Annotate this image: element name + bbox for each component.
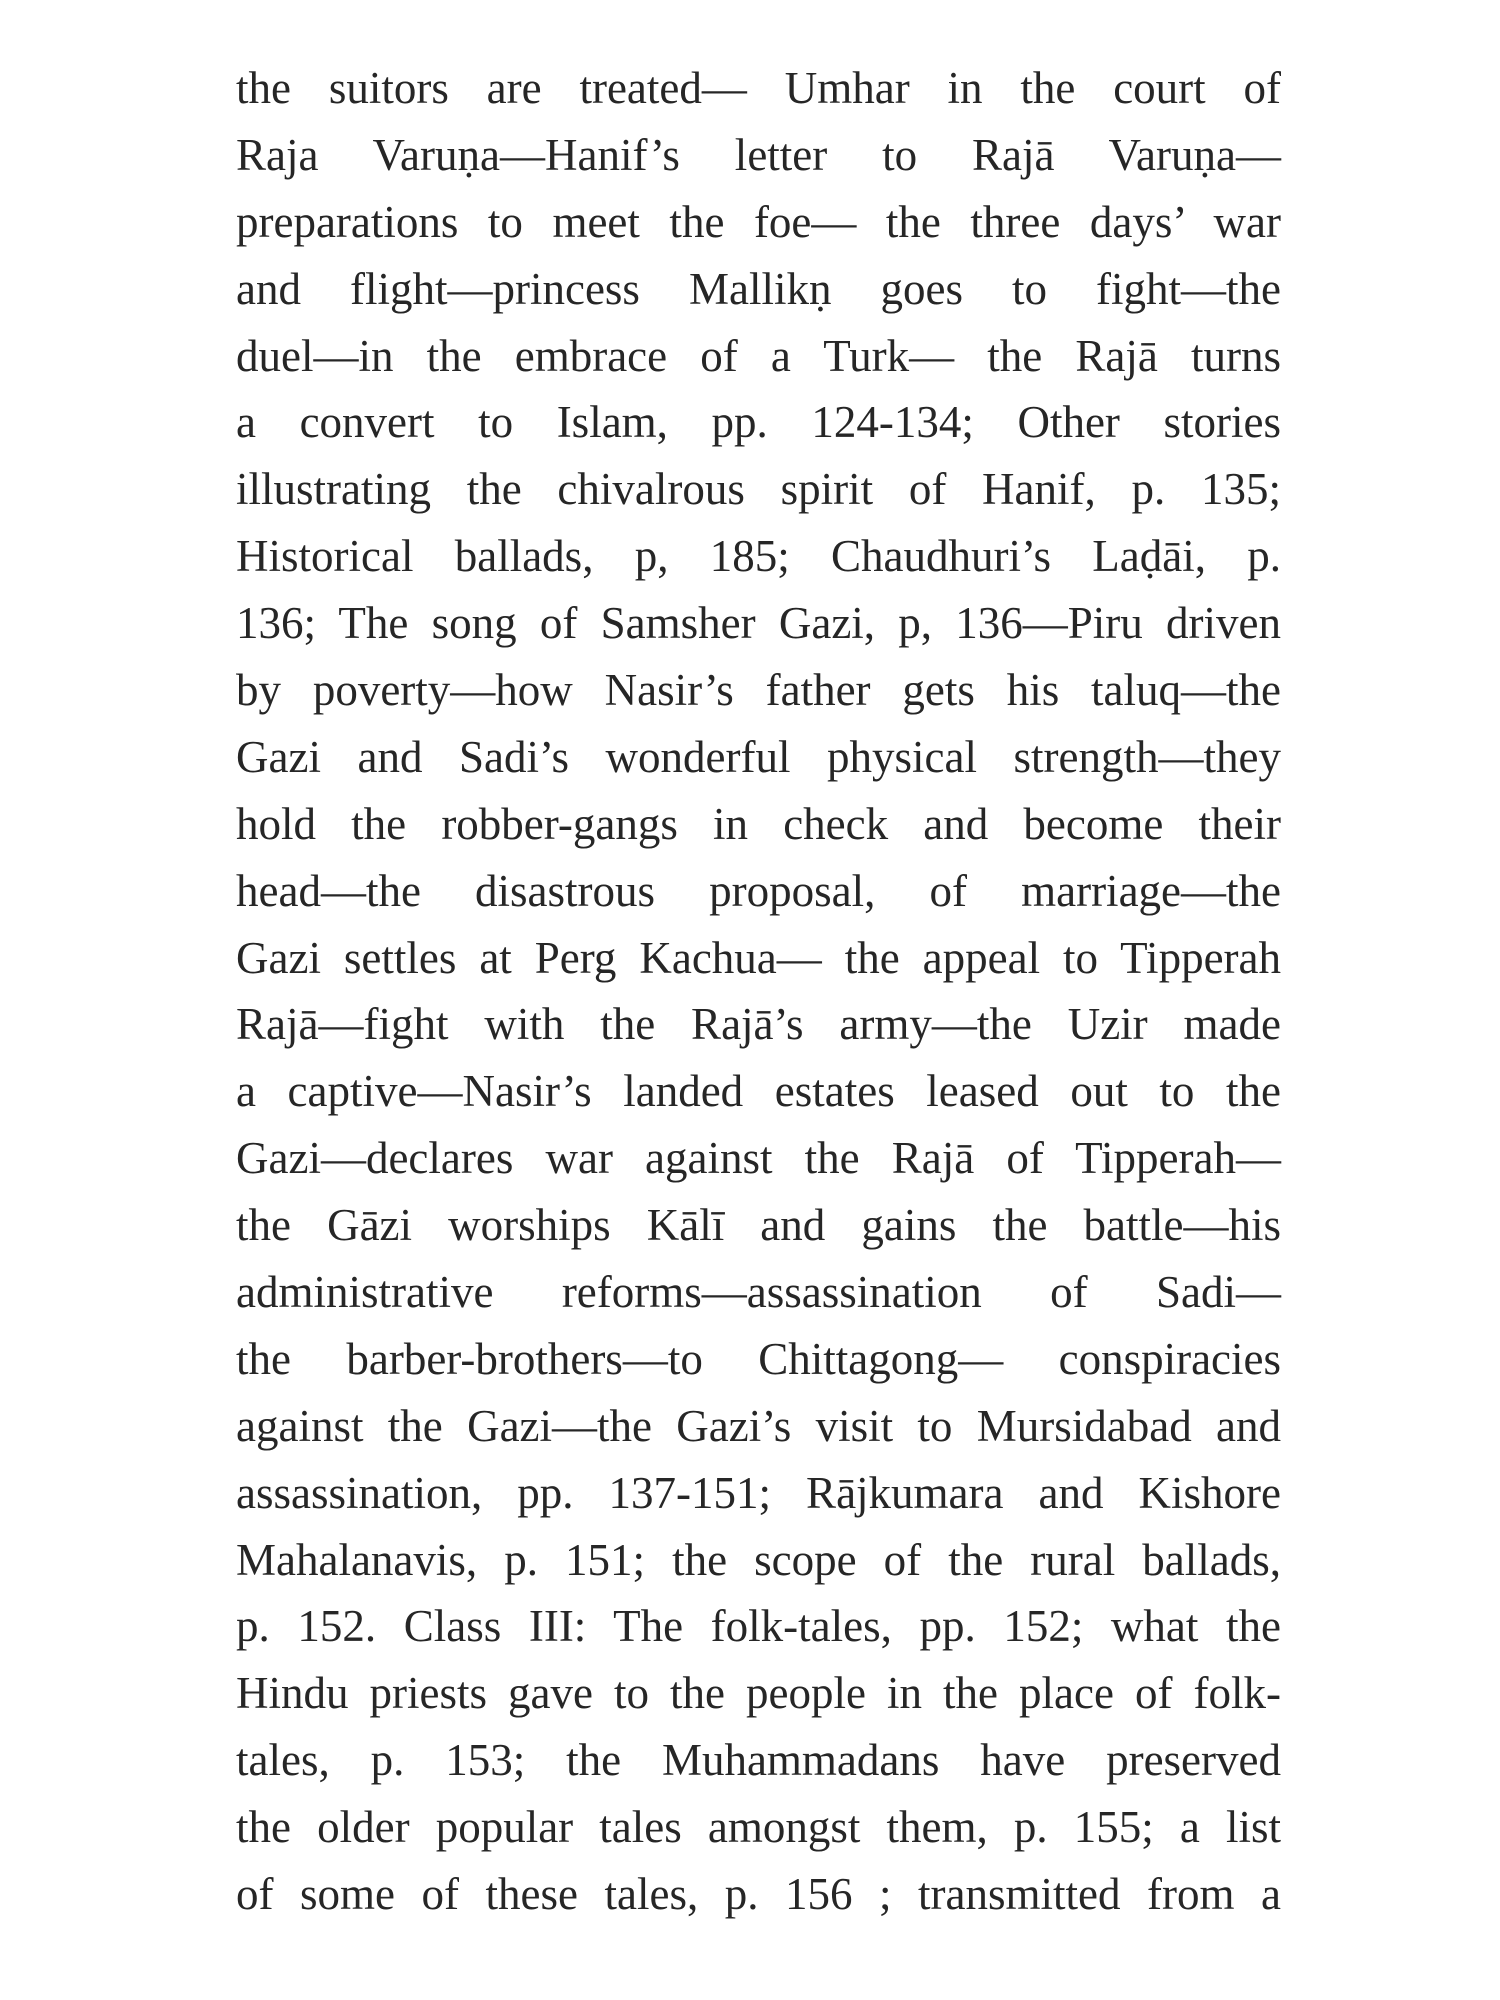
text-line: 136; The song of Samsher Gazi, p, 136—Piru driven	[236, 598, 1281, 649]
text-line: tales, p. 153; the Muhammadans have preserved	[236, 1735, 1281, 1786]
body-text	[236, 55, 1281, 1928]
text-line: assassination, pp. 137-151; Rājkumara and Kishore	[236, 1467, 1281, 1518]
text-line: Hindu priests gave to the people in the place of folk-	[236, 1668, 1281, 1719]
text-line: the barber-brothers—to Chittagong— conspiracies	[236, 1333, 1281, 1384]
text-line: illustrating the chivalrous spirit of Hanif, p. 135;	[236, 464, 1281, 515]
text-line: a captive—Nasir’s landed estates leased out to the	[236, 1066, 1281, 1117]
text-line: p. 152. Class III: The folk-tales, pp. 152; what the	[236, 1601, 1281, 1652]
text-line: and flight—princess Mallikṇ goes to fight—the	[236, 263, 1281, 314]
text-line: against the Gazi—the Gazi’s visit to Mursidabad and	[236, 1400, 1281, 1451]
text-line: head—the disastrous proposal, of marriage—the	[236, 865, 1281, 916]
text-line: of some of these tales, p. 156 ; transmitted from a	[236, 1869, 1281, 1920]
text-line: preparations to meet the foe— the three days’ war	[236, 196, 1281, 247]
text-line: Mahalanavis, p. 151; the scope of the rural ballads,	[236, 1534, 1281, 1585]
text-line: by poverty—how Nasir’s father gets his taluq—the	[236, 665, 1281, 716]
text-line: administrative reforms—assassination of Sadi—	[236, 1267, 1281, 1318]
text-line: Rajā—fight with the Rajā’s army—the Uzir made	[236, 999, 1281, 1050]
text-line: the older popular tales amongst them, p. 155; a list	[236, 1802, 1281, 1853]
text-line: Raja Varuṇa—Hanif’s letter to Rajā Varuṇa—	[236, 129, 1281, 180]
text-line: the suitors are treated— Umhar in the court of	[236, 63, 1281, 113]
text-line: hold the robber-gangs in check and become their	[236, 798, 1281, 849]
text-line: a convert to Islam, pp. 124-134; Other stories	[236, 397, 1281, 448]
text-line: the Gāzi worships Kālī and gains the battle—his	[236, 1200, 1281, 1251]
text-line: Historical ballads, p, 185; Chaudhuri’s Laḍāi, p.	[236, 531, 1281, 582]
text-line: Gazi settles at Perg Kachua— the appeal to Tipperah	[236, 932, 1281, 983]
text-line: Gazi and Sadi’s wonderful physical strength—they	[236, 731, 1281, 782]
text-line: Gazi—declares war against the Rajā of Tipperah—	[236, 1133, 1281, 1184]
text-line: duel—in the embrace of a Turk— the Rajā turns	[236, 330, 1281, 381]
